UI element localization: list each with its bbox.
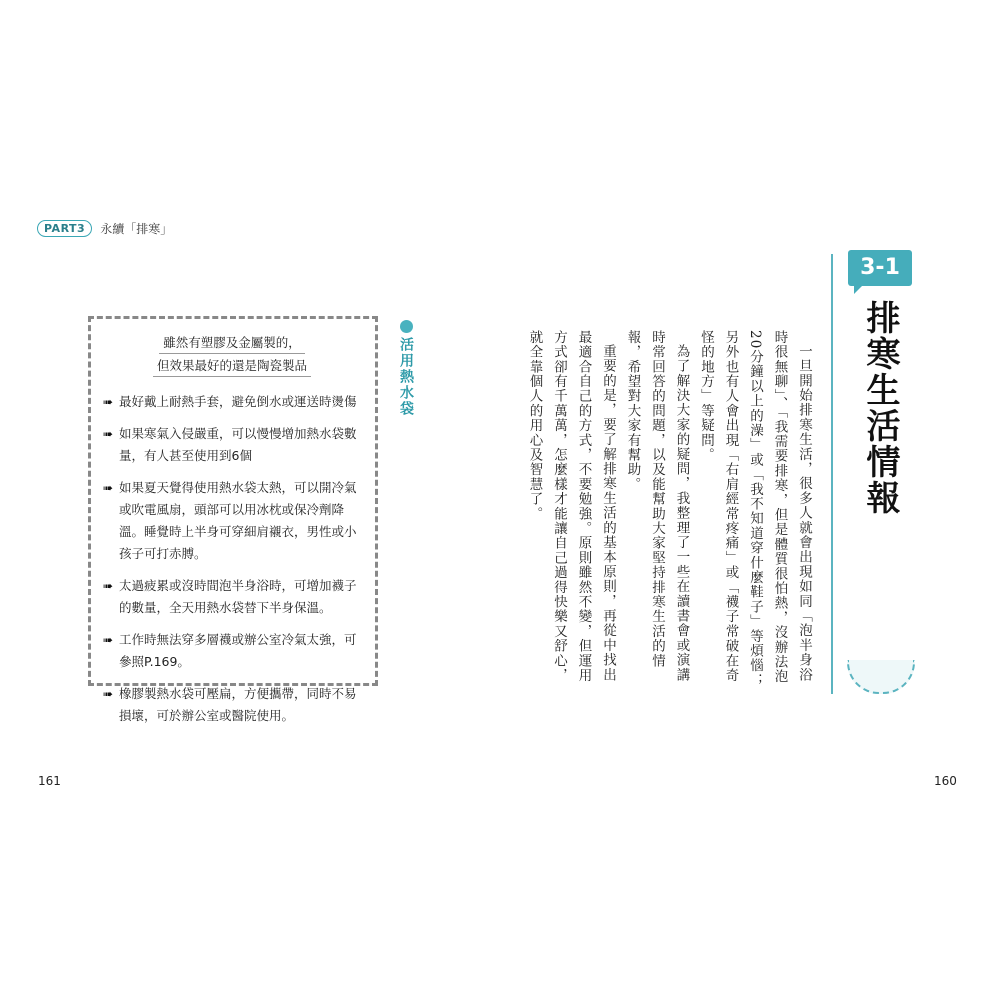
chapter-title: 排寒生活情報: [860, 300, 900, 516]
tip-item: [103, 629, 361, 673]
tip-text: 最好戴上耐熱手套，避免倒水或運送時燙傷: [119, 394, 357, 409]
tip-text: 工作時無法穿多層襪或辦公室冷氣太強，可參照P.169。: [119, 632, 357, 669]
arrow-right-icon: ➠: [103, 427, 114, 441]
tip-item: [103, 477, 361, 565]
tips-box: [88, 316, 378, 723]
arrow-right-icon: ➠: [103, 633, 114, 647]
tip-text: 如果夏天覺得使用熱水袋太熱，可以開冷氣或吹電風扇，頭部可以用冰枕或保冷劑降溫。睡覺時上半身可穿細肩襯衣，男性或小孩子可打赤膊。: [119, 480, 357, 561]
decorative-half-circle: [847, 660, 915, 694]
body-text: [526, 330, 816, 695]
body-paragraph: 為了解決大家的疑問，我整理了一些在讀書會或演講時常回答的問題，以及能幫助大家堅持排寒生活的情報，希望對大家有幫助。: [624, 330, 690, 682]
body-paragraph: 重要的是，要了解排寒生活的基本原則，再從中找出最適合自己的方式，不要勉強。原則雖然不變，但運用方式卻有千萬萬，怎麼樣才能讓自己過得快樂又舒心，就全靠個人的用心及智慧了。: [526, 330, 616, 683]
tip-text: 橡膠製熱水袋可壓扁，方便攜帶，同時不易損壞，可於辦公室或醫院使用。: [119, 686, 357, 723]
box-title-line: 雖然有塑膠及金屬製的，: [159, 333, 305, 354]
arrow-right-icon: ➠: [103, 481, 114, 495]
bullet-dot-icon: [400, 320, 413, 333]
side-title-text: 活用熱水袋: [398, 337, 414, 417]
arrow-right-icon: ➠: [103, 687, 114, 701]
part-badge: PART3: [37, 220, 92, 237]
tip-list: [103, 391, 361, 727]
box-title: [103, 333, 361, 377]
tip-item: [103, 683, 361, 727]
tip-item: [103, 575, 361, 619]
tip-item: [103, 391, 361, 413]
page-number-right: 160: [934, 774, 957, 788]
body-paragraph: 一旦開始排寒生活，很多人就會出現如同「泡半身浴時很無聊」、「我需要排寒，但是體質很怕熱，沒辦法泡20分鐘以上的澡」或「我不知道穿什麼鞋子」等煩惱；另外也有人會出現「右肩經常疼痛」或「襪子常破在奇怪的地方」等疑問。: [698, 330, 812, 688]
tip-text: 太過疲累或沒時間泡半身浴時，可增加襪子的數量，全天用熱水袋替下半身保溫。: [119, 578, 357, 615]
arrow-right-icon: ➠: [103, 395, 114, 409]
chapter-rule: [831, 254, 833, 694]
arrow-right-icon: ➠: [103, 579, 114, 593]
section-number-badge: 3-1: [848, 250, 912, 286]
tip-text: 如果寒氣入侵嚴重，可以慢慢增加熱水袋數量，有人甚至使用到6個: [119, 426, 357, 463]
tip-item: [103, 423, 361, 467]
page-number-left: 161: [38, 774, 61, 788]
running-header: [37, 220, 172, 237]
side-title: [396, 320, 416, 417]
box-title-line: 但效果最好的還是陶瓷製品: [153, 356, 311, 377]
header-title: 永續「排寒」: [100, 222, 173, 236]
